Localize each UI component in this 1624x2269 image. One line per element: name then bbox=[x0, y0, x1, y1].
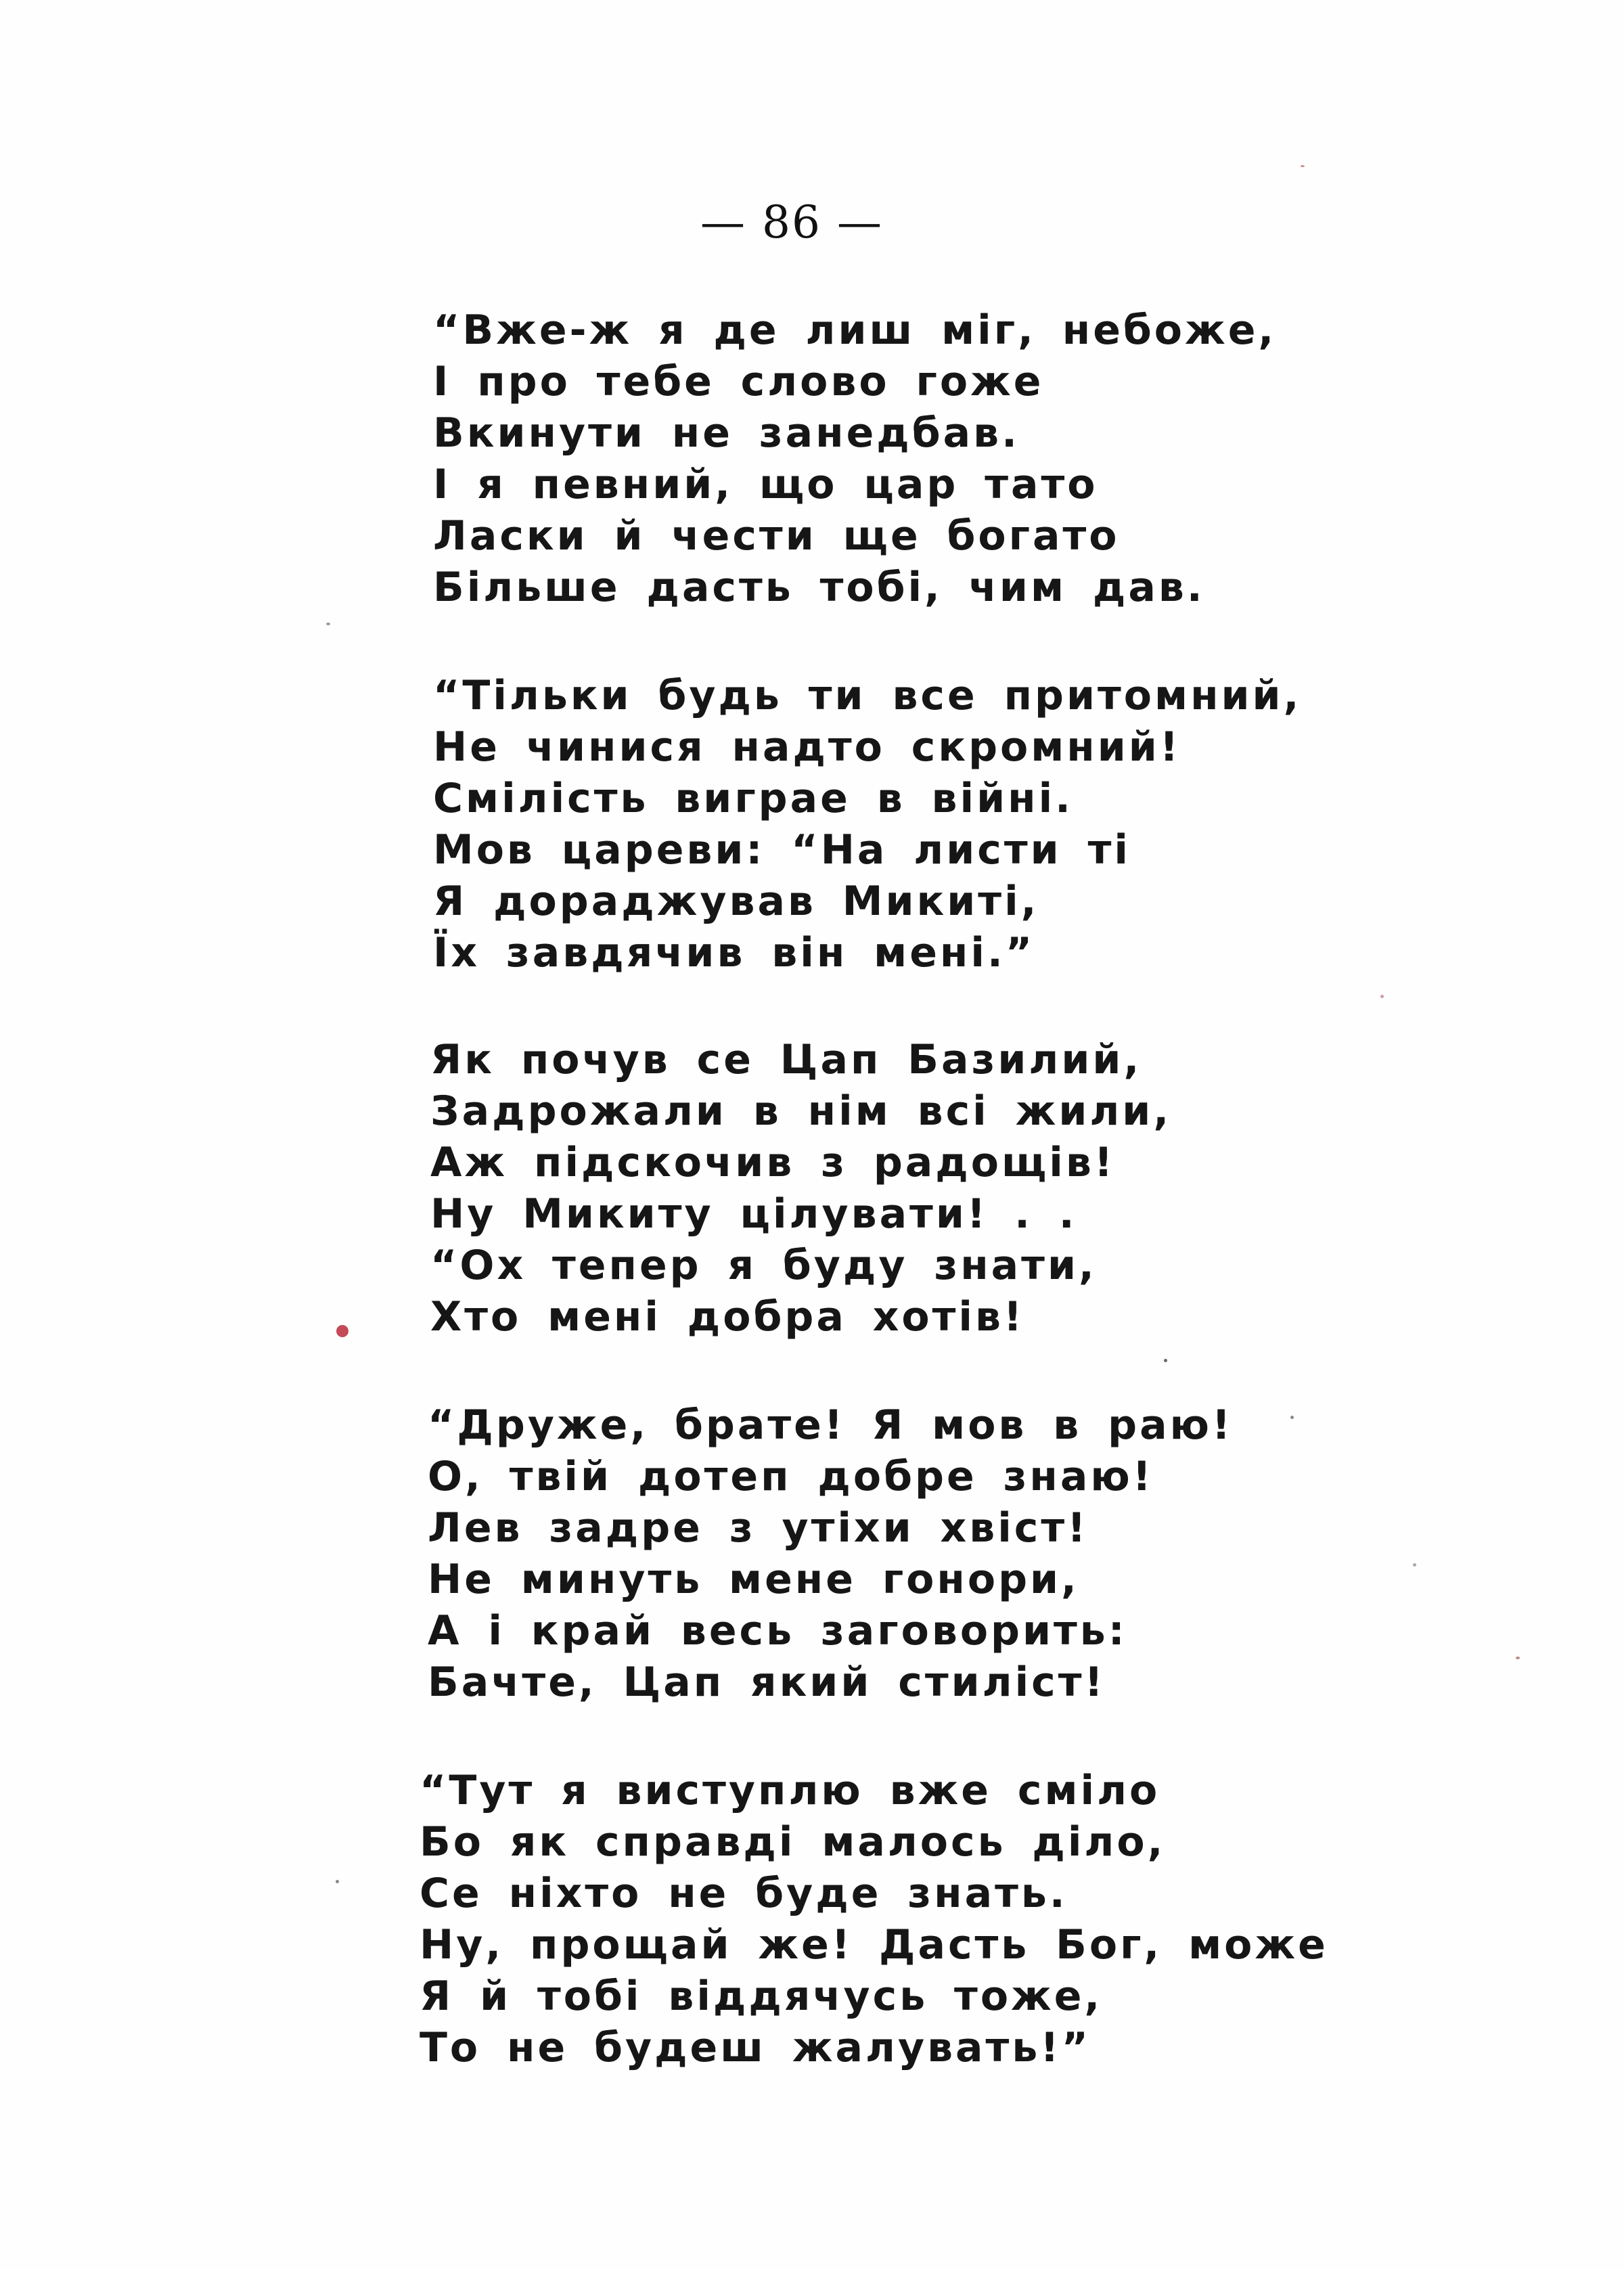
verse-line: Більше дасть тобі, чим дав. bbox=[433, 564, 1205, 611]
paper-speck bbox=[326, 623, 330, 625]
verse-line: А і край весь заговорить: bbox=[428, 1607, 1127, 1655]
verse-line: “Друже, брате! Я мов в раю! bbox=[428, 1401, 1234, 1449]
verse-line: Я й тобі віддячусь тоже, bbox=[420, 1973, 1103, 2020]
paper-speck bbox=[1380, 995, 1384, 998]
verse-line: І про тебе слово гоже bbox=[433, 358, 1044, 405]
verse-line: Аж підскочив з радощів! bbox=[430, 1139, 1116, 1186]
verse-line: Бо як справді малось діло, bbox=[420, 1818, 1166, 1866]
verse-line: Їх завдячив він мені.” bbox=[433, 929, 1035, 976]
verse-line: Сміліcть виграе в війні. bbox=[433, 775, 1073, 822]
verse-line: “Тут я виступлю вже сміло bbox=[420, 1767, 1160, 1814]
paper-speck bbox=[1290, 1416, 1294, 1419]
verse-line: Задрожали в нім всі жили, bbox=[430, 1087, 1172, 1135]
stanza-1 bbox=[433, 305, 1276, 613]
verse-line: “Ох тепер я буду знати, bbox=[430, 1242, 1097, 1289]
verse-line: Хто мені добра хотів! bbox=[430, 1293, 1025, 1341]
verse-line: Ласки й чести ще богато bbox=[433, 512, 1120, 560]
verse-line: “Вже-ж я де лиш міг, небоже, bbox=[433, 307, 1277, 354]
paper-speck bbox=[336, 1880, 339, 1883]
verse-line: Не чинися надто скромний! bbox=[433, 723, 1181, 771]
stanza-2 bbox=[433, 670, 1301, 979]
stanza-4 bbox=[428, 1399, 1233, 1708]
verse-line: Се ніхто не буде знать. bbox=[420, 1870, 1068, 1917]
verse-line: Я дораджував Микиті, bbox=[433, 878, 1039, 925]
verse-line: Ну Микиту цілувати! . . bbox=[430, 1190, 1077, 1238]
verse-line: Не минуть мене гонори, bbox=[428, 1556, 1079, 1603]
verse-line: Бачте, Цап який стиліст! bbox=[428, 1659, 1106, 1706]
verse-line: Як почув се Цап Базилий, bbox=[430, 1036, 1142, 1083]
stanza-3 bbox=[430, 1034, 1171, 1343]
ink-dot bbox=[336, 1325, 348, 1337]
verse-line: О, твій дотеп добре знаю! bbox=[428, 1453, 1154, 1500]
verse-line: Вкинути не занедбав. bbox=[433, 409, 1020, 457]
paper-speck bbox=[1516, 1657, 1520, 1659]
verse-line: “Тільки будь ти все притомний, bbox=[433, 672, 1302, 719]
verse-line: Лев задре з утіхи хвіст! bbox=[428, 1504, 1089, 1552]
stanza-5 bbox=[420, 1765, 1328, 2073]
verse-line: І я певний, що цар тато bbox=[433, 461, 1098, 508]
paper-speck bbox=[1413, 1563, 1416, 1567]
verse-line: То не будеш жалувать!” bbox=[420, 2024, 1091, 2071]
paper-speck bbox=[1301, 165, 1305, 167]
verse-line: Ну, прощай же! Дасть Бог, може bbox=[420, 1921, 1328, 1969]
page-number: — 86 — bbox=[700, 196, 883, 248]
paper-speck bbox=[1164, 1359, 1167, 1362]
verse-line: Мов цареви: “На листи ті bbox=[433, 826, 1131, 874]
